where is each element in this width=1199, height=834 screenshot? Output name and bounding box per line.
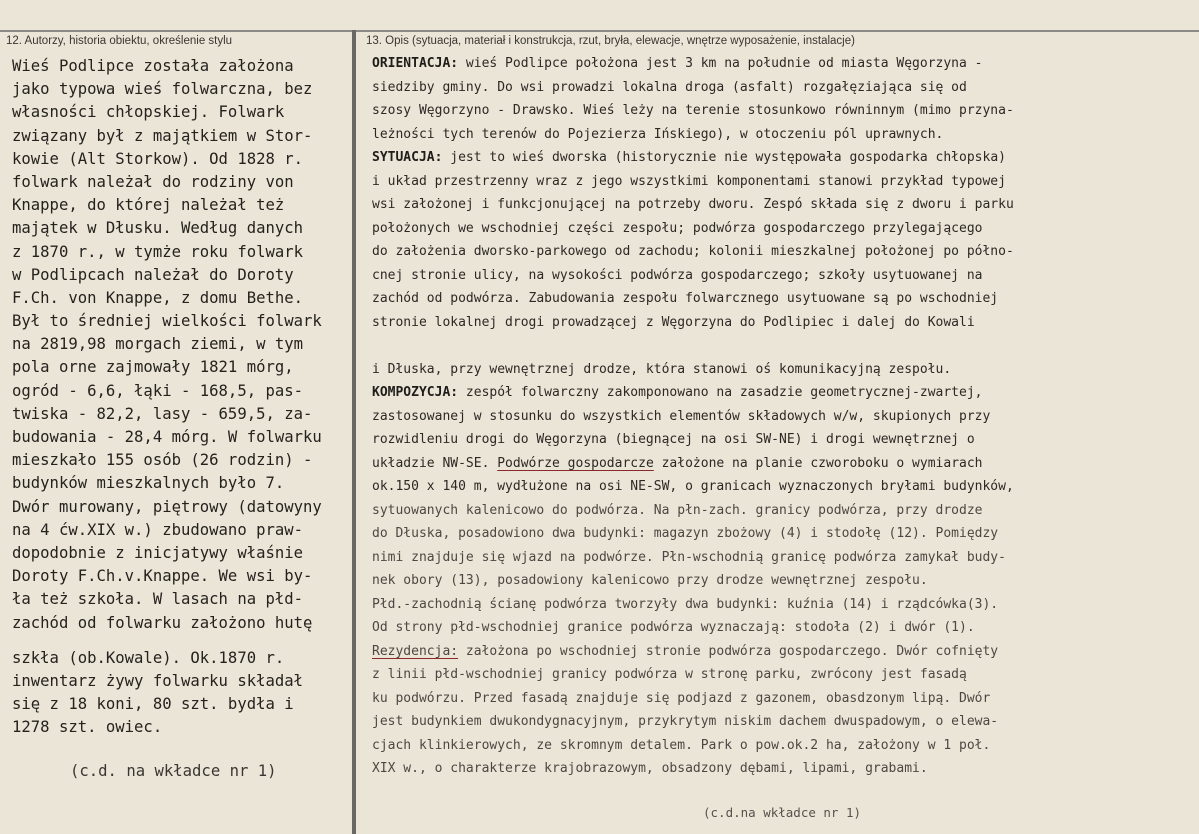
section-keyword: SYTUACJA:: [372, 150, 443, 165]
line-text: wieś Podlipce położona jest 3 km na południe od miasta Węgorzyna -: [458, 56, 983, 71]
text-line: pola orne zajmowały 1821 mórg,: [12, 358, 294, 377]
description-line: [372, 193, 1192, 217]
text-line: Wieś Podlipce została założona: [12, 57, 294, 75]
line-text: założona po wschodniej stronie podwórza gospodarczego. Dwór cofnięty: [458, 643, 999, 659]
text-line: szkła (ob.Kowale). Ok.1870 r.: [12, 648, 285, 667]
description-line: [372, 663, 1192, 687]
text-line: na 2819,98 morgach ziemi, w tym: [12, 335, 304, 354]
text-line: kowie (Alt Storkow). Od 1828 r.: [12, 149, 304, 168]
line-text: wsi założonej i funkcjonującej na potrzeby dworu. Zespó składa się z dworu i parku: [372, 197, 1014, 212]
description-line: [372, 452, 1192, 476]
description-line: [372, 170, 1192, 194]
description-line: [372, 757, 1192, 781]
underlined-term: Podwórze gospodarcze: [497, 455, 654, 471]
description-line: [372, 240, 1192, 264]
text-line: twiska - 82,2, lasy - 659,5, za-: [12, 404, 313, 423]
text-line: z 1870 r., w tymże roku folwark: [12, 242, 304, 261]
description-line: [372, 123, 1192, 147]
line-text: sytuowanych kalenicowo do podwórza. Na płn-zach. granicy podwórza, przy drodze: [372, 502, 983, 518]
line-text: położonych we wschodniej części zespołu; podwórza gospodarczego przylegającego: [372, 220, 983, 236]
description-line: [372, 76, 1192, 100]
line-text: stronie lokalnej drogi prowadzącej z Węgorzyna do Podlipiec i dalej do Kowali: [372, 314, 975, 330]
text-line: folwark należał do rodziny von: [12, 172, 294, 191]
header-divider: [0, 30, 1199, 32]
line-text: nek obory (13), posadowiony kalenicowo przy drodze wewnętrznej zespołu.: [372, 573, 928, 588]
left-continuation-note: (c.d. na wkładce nr 1): [70, 762, 277, 780]
line-text: Od strony płd-wschodniej granice podwórza wyznaczają: stodoła (2) i dwór (1).: [372, 620, 975, 635]
description-text-column: [372, 52, 1192, 781]
description-line: [372, 311, 1192, 335]
line-gap: [12, 635, 348, 647]
description-line: [372, 475, 1192, 499]
description-line: [372, 428, 1192, 452]
line-text: układzie NW-SE.: [372, 455, 498, 471]
text-line: związany był z majątkiem w Stor-: [12, 126, 313, 145]
text-line: ogród - 6,6, łąki - 168,5, pas-: [12, 381, 304, 400]
description-line: [372, 710, 1192, 734]
description-line: [372, 287, 1192, 311]
text-line: Był to średniej wielkości folwark: [12, 312, 322, 331]
text-line: 1278 szt. owiec.: [12, 718, 163, 737]
description-line: [372, 146, 1192, 170]
description-line: [372, 358, 1192, 382]
text-line: budynków mieszkalnych było 7.: [12, 474, 285, 493]
description-line: [372, 593, 1192, 617]
line-text: zachód od podwórza. Zabudowania zespołu folwarcznego usytuowane są po wschodniej: [372, 291, 999, 306]
text-line: ła też szkoła. W lasach na płd-: [12, 590, 304, 609]
text-line: dopodobnie z inicjatywy właśnie: [12, 543, 304, 562]
section-keyword: ORIENTACJA:: [372, 56, 459, 71]
line-text: i układ przestrzenny wraz z jego wszystkimi komponentami stanowi przykład typowej: [372, 173, 1006, 189]
description-line: [372, 99, 1192, 123]
text-line: majątek w Dłusku. Według danych: [12, 219, 304, 238]
text-line: w Podlipcach należał do Doroty: [12, 265, 294, 284]
line-text: cnej stronie ulicy, na wysokości podwórza gospodarczego; szkoły usytuowanej na: [372, 267, 983, 283]
line-text: ok.150 x 140 m, wydłużone na osi NE-SW, o granicach wyznaczonych bryłami budynków,: [372, 479, 1014, 494]
column-divider: [352, 30, 356, 834]
text-line: jako typowa wieś folwarczna, bez: [12, 80, 313, 99]
line-text: zastosowanej w stosunku do wszystkich elementów składowych w/w, skupionych przy: [372, 408, 991, 424]
description-line: [372, 522, 1192, 546]
line-text: założone na planie czworoboku o wymiarach: [653, 455, 983, 471]
text-line: budowania - 28,4 mórg. W folwarku: [12, 428, 322, 446]
description-line: [372, 569, 1192, 593]
line-text: rozwidleniu drogi do Węgorzyna (biegnącej na osi SW-NE) i drogi wewnętrznej o: [372, 432, 975, 447]
line-text: z linii płd-wschodniej granicy podwórza w stronę parku, zwrócony jest fasadą: [372, 667, 967, 682]
line-text: zespół folwarczny zakomponowano na zasadzie geometrycznej-zwartej,: [458, 385, 983, 400]
text-line: się z 18 koni, 80 szt. bydła i: [12, 695, 294, 714]
text-line: Knappe, do której należał też: [12, 196, 285, 215]
text-line: Doroty F.Ch.v.Knappe. We wsi by-: [12, 567, 313, 586]
description-line: [372, 616, 1192, 640]
right-continuation-note: (c.d.na wkładce nr 1): [703, 805, 862, 820]
line-text: i Dłuska, przy wewnętrznej drodze, która stanowi oś komunikacyjną zespołu.: [372, 361, 952, 377]
line-text: ku podwórzu. Przed fasadą znajduje się podjazd z gazonem, obasdzonym lipą. Dwór: [372, 690, 991, 706]
text-line: F.Ch. von Knappe, z domu Bethe.: [12, 288, 304, 307]
section-12-header: 12. Autorzy, historia obiektu, określenie stylu: [6, 35, 233, 47]
description-line: [372, 264, 1192, 288]
line-text: XIX w., o charakterze krajobrazowym, obsadzony dębami, lipami, grabami.: [372, 761, 928, 776]
description-line: [372, 499, 1192, 523]
line-text: nimi znajduje się wjazd na podwórze. Płn-wschodnią granicę podwórza zamykał budy-: [372, 549, 1006, 565]
line-text: Płd.-zachodnią ścianę podwórza tworzyły dwa budynki: kuźnia (14) i rządcówka(3).: [372, 596, 999, 612]
section-keyword: KOMPOZYCJA:: [372, 385, 459, 400]
line-text: siedziby gminy. Do wsi prowadzi lokalna droga (asfalt) rozgałęziająca się od: [372, 79, 967, 95]
description-line: [372, 52, 1192, 76]
line-text: jest to wieś dworska (historycznie nie występowała gospodarka chłopska): [442, 150, 1006, 165]
description-line: [372, 734, 1192, 758]
line-text: szosy Węgorzyno - Drawsko. Wieś leży na terenie stosunkowo równinnym (mimo przyna-: [372, 103, 1014, 118]
line-text: jest budynkiem dwukondygnacyjnym, przykrytym niskim dachem dwuspadowym, o elewa-: [372, 714, 999, 729]
text-line: zachód od folwarku założono hutę: [12, 613, 313, 632]
text-line: Dwór murowany, piętrowy (datowyny: [12, 497, 322, 516]
text-line: na 4 ćw.XIX w.) zbudowano praw-: [12, 520, 304, 539]
description-line: [372, 405, 1192, 429]
line-text: do założenia dworsko-parkowego od zachodu; kolonii mieszkalnej położonej po półno-: [372, 244, 1014, 259]
description-line: [372, 217, 1192, 241]
underlined-term: Rezydencja:: [372, 643, 459, 659]
text-line: własności chłopskiej. Folwark: [12, 103, 285, 122]
line-text: do Dłuska, posadowiono dwa budynki: magazyn zbożowy (4) i stodołę (12). Pomiędzy: [372, 526, 999, 541]
description-line: [372, 381, 1192, 405]
section-13-header: 13. Opis (sytuacja, materiał i konstrukcja, rzut, bryła, elewacje, wnętrze wyposażenie, instalacje): [366, 35, 855, 47]
text-line: mieszkało 155 osób (26 rodzin) -: [12, 451, 313, 470]
line-text: leżności tych terenów do Pojezierza Ińskiego), w otoczeniu pól uprawnych.: [372, 126, 944, 142]
description-line: [372, 640, 1192, 664]
description-line: [372, 546, 1192, 570]
history-text-column: [12, 55, 348, 739]
description-line: [372, 687, 1192, 711]
text-line: inwentarz żywy folwarku składał: [12, 671, 304, 690]
description-line: [372, 334, 1192, 358]
line-text: cjach klinkierowych, ze skromnym detalem. Park o pow.ok.2 ha, założony w 1 poł.: [372, 737, 991, 753]
